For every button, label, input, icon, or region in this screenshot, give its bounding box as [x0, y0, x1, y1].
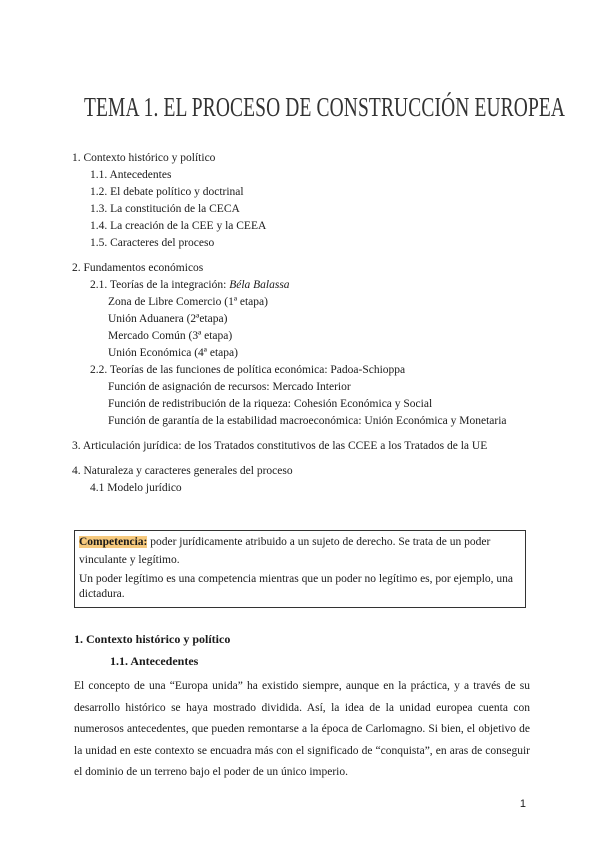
toc-item: 1.4. La creación de la CEE y la CEEA	[90, 220, 267, 232]
toc-item	[72, 277, 542, 294]
toc-subitem: Función de asignación de recursos: Mercado Interior	[108, 381, 351, 393]
page-number: 1	[519, 798, 526, 810]
toc-item: 4.1 Modelo jurídico	[90, 482, 182, 494]
toc-subitem: Función de redistribución de la riqueza: Cohesión Económica y Social	[108, 398, 433, 410]
toc-subitem: Zona de Libre Comercio (1ª etapa)	[108, 296, 268, 308]
body-paragraph: El concepto de una “Europa unida” ha existido siempre, aunque en la práctica, y a través de su desarrollo histórico se haya mostrado dividida. Así, la idea de la unidad europea cuenta con numerosos antecedentes, que pueden remontarse a la época de Carlomagno. Si bien, el objetivo de la unidad en este contexto se encuadra más con el significado de “conquista”, en aras de conseguir el dominio de un terreno bajo el poder de un único imperio.	[74, 680, 530, 778]
section-heading: 1. Contexto histórico y político	[74, 632, 231, 646]
toc-subitem: Unión Económica (4ª etapa)	[108, 347, 238, 359]
definition-text: poder jurídicamente atribuido a un sujeto de derecho. Se trata de un poder vinculante y legítimo.	[79, 536, 491, 566]
definition-term: Competencia:	[79, 536, 148, 548]
toc-section-1: 1. Contexto histórico y político	[72, 152, 216, 164]
toc-subitem: Función de garantía de la estabilidad macroeconómica: Unión Económica y Monetaria	[108, 415, 507, 427]
definition-line	[79, 534, 521, 569]
toc-item: 1.5. Caracteres del proceso	[90, 237, 215, 249]
toc-subitem: Mercado Común (3ª etapa)	[108, 330, 233, 342]
table-of-contents	[72, 150, 542, 497]
subsection-heading: 1.1. Antecedentes	[110, 654, 199, 668]
toc-section-2: 2. Fundamentos económicos	[72, 262, 204, 274]
toc-item-prefix: 2.1. Teorías de la integración:	[90, 279, 230, 291]
toc-item: 2.2. Teorías de las funciones de política económica: Padoa-Schioppa	[90, 364, 406, 376]
toc-item: 1.2. El debate político y doctrinal	[90, 186, 244, 198]
toc-item: 1.1. Antecedentes	[90, 169, 172, 181]
toc-item-author: Béla Balassa	[229, 279, 290, 291]
toc-section-3: 3. Articulación jurídica: de los Tratados constitutivos de las CCEE a los Tratados de la UE	[72, 440, 488, 452]
document-title: TEMA 1. EL PROCESO DE CONSTRUCCIÓN EUROPEA	[83, 92, 566, 122]
toc-subitem: Unión Aduanera (2ªetapa)	[108, 313, 228, 325]
definition-box	[74, 530, 526, 608]
toc-item: 1.3. La constitución de la CECA	[90, 203, 240, 215]
definition-note: Un poder legítimo es una competencia mientras que un poder no legítimo es, por ejemplo, una dictadura.	[79, 573, 514, 600]
toc-section-4: 4. Naturaleza y caracteres generales del proceso	[72, 465, 293, 477]
